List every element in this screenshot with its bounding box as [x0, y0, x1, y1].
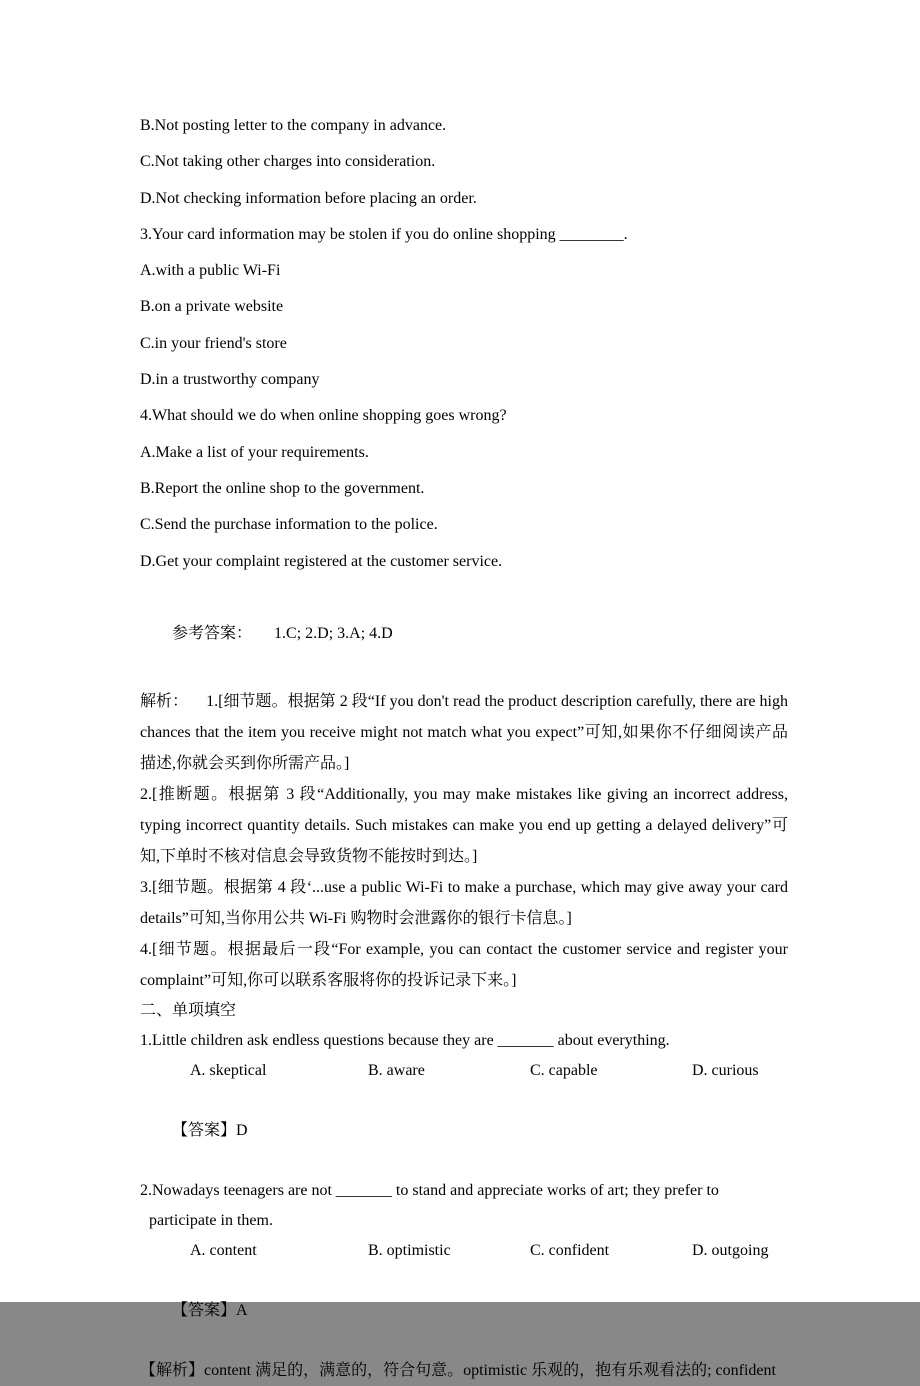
- cloze-section: [140, 996, 788, 1386]
- answer-value: A: [236, 1301, 248, 1319]
- answer-key-values: 1.C; 2.D; 3.A; 4.D: [274, 625, 393, 643]
- answer-value: D: [236, 1121, 248, 1139]
- answer-line: [140, 1086, 788, 1176]
- options-row: [140, 1236, 788, 1266]
- option-line: A.with a public Wi-Fi: [140, 262, 281, 280]
- question-stem: 1.Little children ask endless questions because they are _______ about everything.: [140, 1031, 670, 1049]
- document-content: [140, 108, 788, 1386]
- analysis-item: 3.[细节题。根据第 4 段‘...use a public Wi-Fi to make a purchase, which may give away your card details”可知,当你用公共 Wi-Fi 购物时会泄露你的银行卡信息。]: [140, 878, 788, 927]
- answer-line: [140, 1266, 788, 1356]
- question-stem-continuation: participate in them.: [149, 1211, 273, 1229]
- option-line: A.Make a list of your requirements.: [140, 443, 369, 461]
- option-line: C.Send the purchase information to the police.: [140, 516, 438, 534]
- explanation-line: 【解析】content 满足的，满意的，符合句意。optimistic 乐观的，抱有乐观看法的; confident: [140, 1361, 776, 1379]
- option-line: D.in a trustworthy company: [140, 371, 320, 389]
- answer-label: 【答案】: [172, 1301, 237, 1319]
- option-line: B.on a private website: [140, 298, 284, 316]
- answer-key-label: 参考答案：: [172, 625, 253, 643]
- option-line: D.Not checking information before placing an order.: [140, 189, 477, 207]
- option-cell: A. skeptical: [190, 1061, 267, 1079]
- analysis-item: [140, 686, 788, 779]
- analysis-item: 4.[细节题。根据最后一段“For example, you can contact the customer service and register your complaint”可知,你可以联系客服将你的投诉记录下来。]: [140, 940, 788, 989]
- option-cell: A. content: [190, 1241, 257, 1259]
- analysis-block: [140, 686, 788, 996]
- analysis-item: 2.[推断题。根据第 3 段“Additionally, you may make mistakes like giving an incorrect address, typing incorrect quantity details. Such mistakes can make you end up getting a delayed delivery”可知,下单时不核对信息会导致货物不能按时到达。]: [140, 785, 788, 865]
- section-heading: 二、单项填空: [140, 1001, 237, 1019]
- option-cell: B. aware: [368, 1061, 425, 1079]
- option-cell: B. optimistic: [368, 1241, 451, 1259]
- option-line: D.Get your complaint registered at the customer service.: [140, 552, 503, 570]
- option-cell: D. curious: [692, 1061, 759, 1079]
- option-cell: D. outgoing: [692, 1241, 769, 1259]
- question-stem: 2.Nowadays teenagers are not _______ to stand and appreciate works of art; they prefer to: [140, 1181, 719, 1199]
- option-line: C.in your friend's store: [140, 334, 287, 352]
- option-cell: C. confident: [530, 1241, 610, 1259]
- analysis-label: 解析：: [140, 692, 189, 710]
- option-line: C.Not taking other charges into consideration.: [140, 153, 436, 171]
- option-cell: C. capable: [530, 1061, 598, 1079]
- answer-label: 【答案】: [172, 1121, 237, 1139]
- reading-section: [140, 108, 788, 996]
- analysis-text: 1.[细节题。根据第 2 段“If you don't read the product description carefully, there are high chances that the item you receive might not match what you expect”可知,如果你不仔细阅读产品描述,你就会买到你所需产品。]: [140, 692, 788, 772]
- option-line: B.Not posting letter to the company in advance.: [140, 117, 447, 134]
- question-stem: 3.Your card information may be stolen if you do online shopping ________.: [140, 225, 628, 243]
- question-stem: 4.What should we do when online shopping goes wrong?: [140, 407, 507, 425]
- answer-key-line: [140, 580, 788, 689]
- options-row: [140, 1056, 788, 1086]
- option-line: B.Report the online shop to the government.: [140, 479, 425, 497]
